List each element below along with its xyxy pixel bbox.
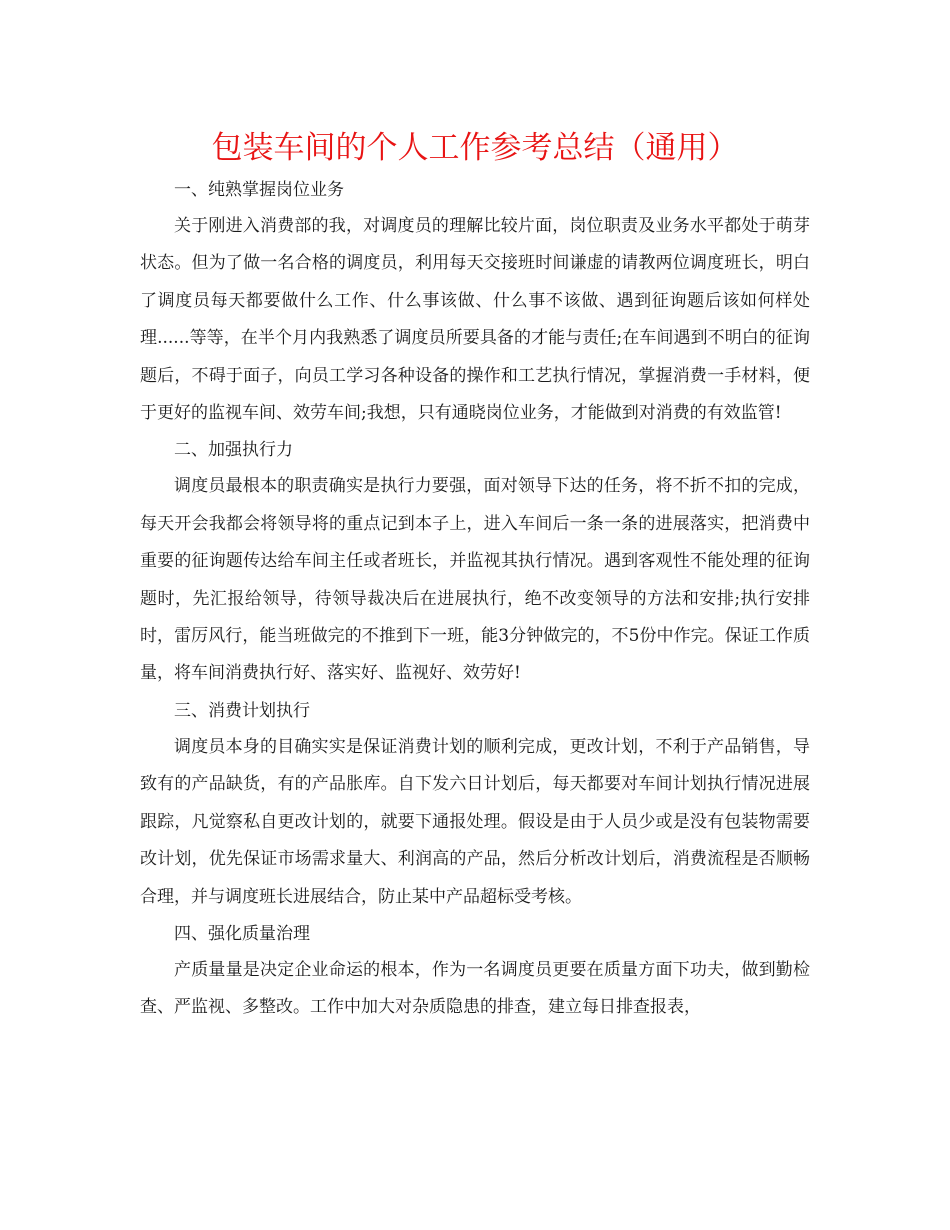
section-heading: 二、加强执行力	[174, 440, 293, 461]
section-1	[140, 172, 810, 432]
section-3	[140, 693, 810, 916]
section-paragraph: 调度员最根本的职责确实是执行力要强，面对领导下达的任务，将不折不扣的完成，每天开会我都会将领导将的重点记到本子上，进入车间后一条一条的进展落实，把消费中重要的征询题传达给车间主任或者班长，并监视其执行情况。遇到客观性不能处理的征询题时，先汇报给领导，待领导裁决后在进展执行，绝不改变领导的方法和安排;执行安排时，雷厉风行，能当班做完的不推到下一班，能3分钟做完的，不5份中作完。保证工作质量，将车间消费执行好、落实好、监视好、效劳好!	[140, 476, 810, 684]
section-heading: 四、强化质量治理	[174, 923, 310, 944]
section-heading: 一、纯熟掌握岗位业务	[174, 180, 344, 200]
section-heading: 三、消费计划执行	[174, 700, 310, 721]
section-paragraph: 关于刚进入消费部的我，对调度员的理解比较片面，岗位职责及业务水平都处于萌芽状态。但为了做一名合格的调度员，利用每天交接班时间谦虚的请教两位调度班长，明白了调度员每天都要做什么工作、什么事该做、什么事不该做、遇到征询题后该如何样处理......等等，在半个月内我熟悉了调度员所要具备的才能与责任;在车间遇到不明白的征询题后，不碍于面子，向员工学习各种设备的操作和工艺执行情况，掌握消费一手材料，便于更好的监视车间、效劳车间;我想，只有通晓岗位业务，才能做到对消费的有效监管!	[140, 216, 810, 424]
section-4	[140, 916, 810, 1027]
section-paragraph: 产质量量是决定企业命运的根本，作为一名调度员更要在质量方面下功夫，做到勤检查、严监视、多整改。工作中加大对杂质隐患的排查，建立每日排查报表，	[140, 959, 810, 1018]
section-2	[140, 432, 810, 692]
document-title: 包装车间的个人工作参考总结（通用）	[211, 130, 739, 166]
section-paragraph: 调度员本身的目确实实是保证消费计划的顺利完成，更改计划，不利于产品销售，导致有的产品缺货，有的产品胀库。自下发六日计划后，每天都要对车间计划执行情况进展跟踪，凡觉察私自更改计划的，就要下通报处理。假设是由于人员少或是没有包装物需要改计划，优先保证市场需求量大、利润高的产品，然后分析改计划后，消费流程是否顺畅合理，并与调度班长进展结合，防止某中产品超标受考核。	[140, 736, 810, 907]
